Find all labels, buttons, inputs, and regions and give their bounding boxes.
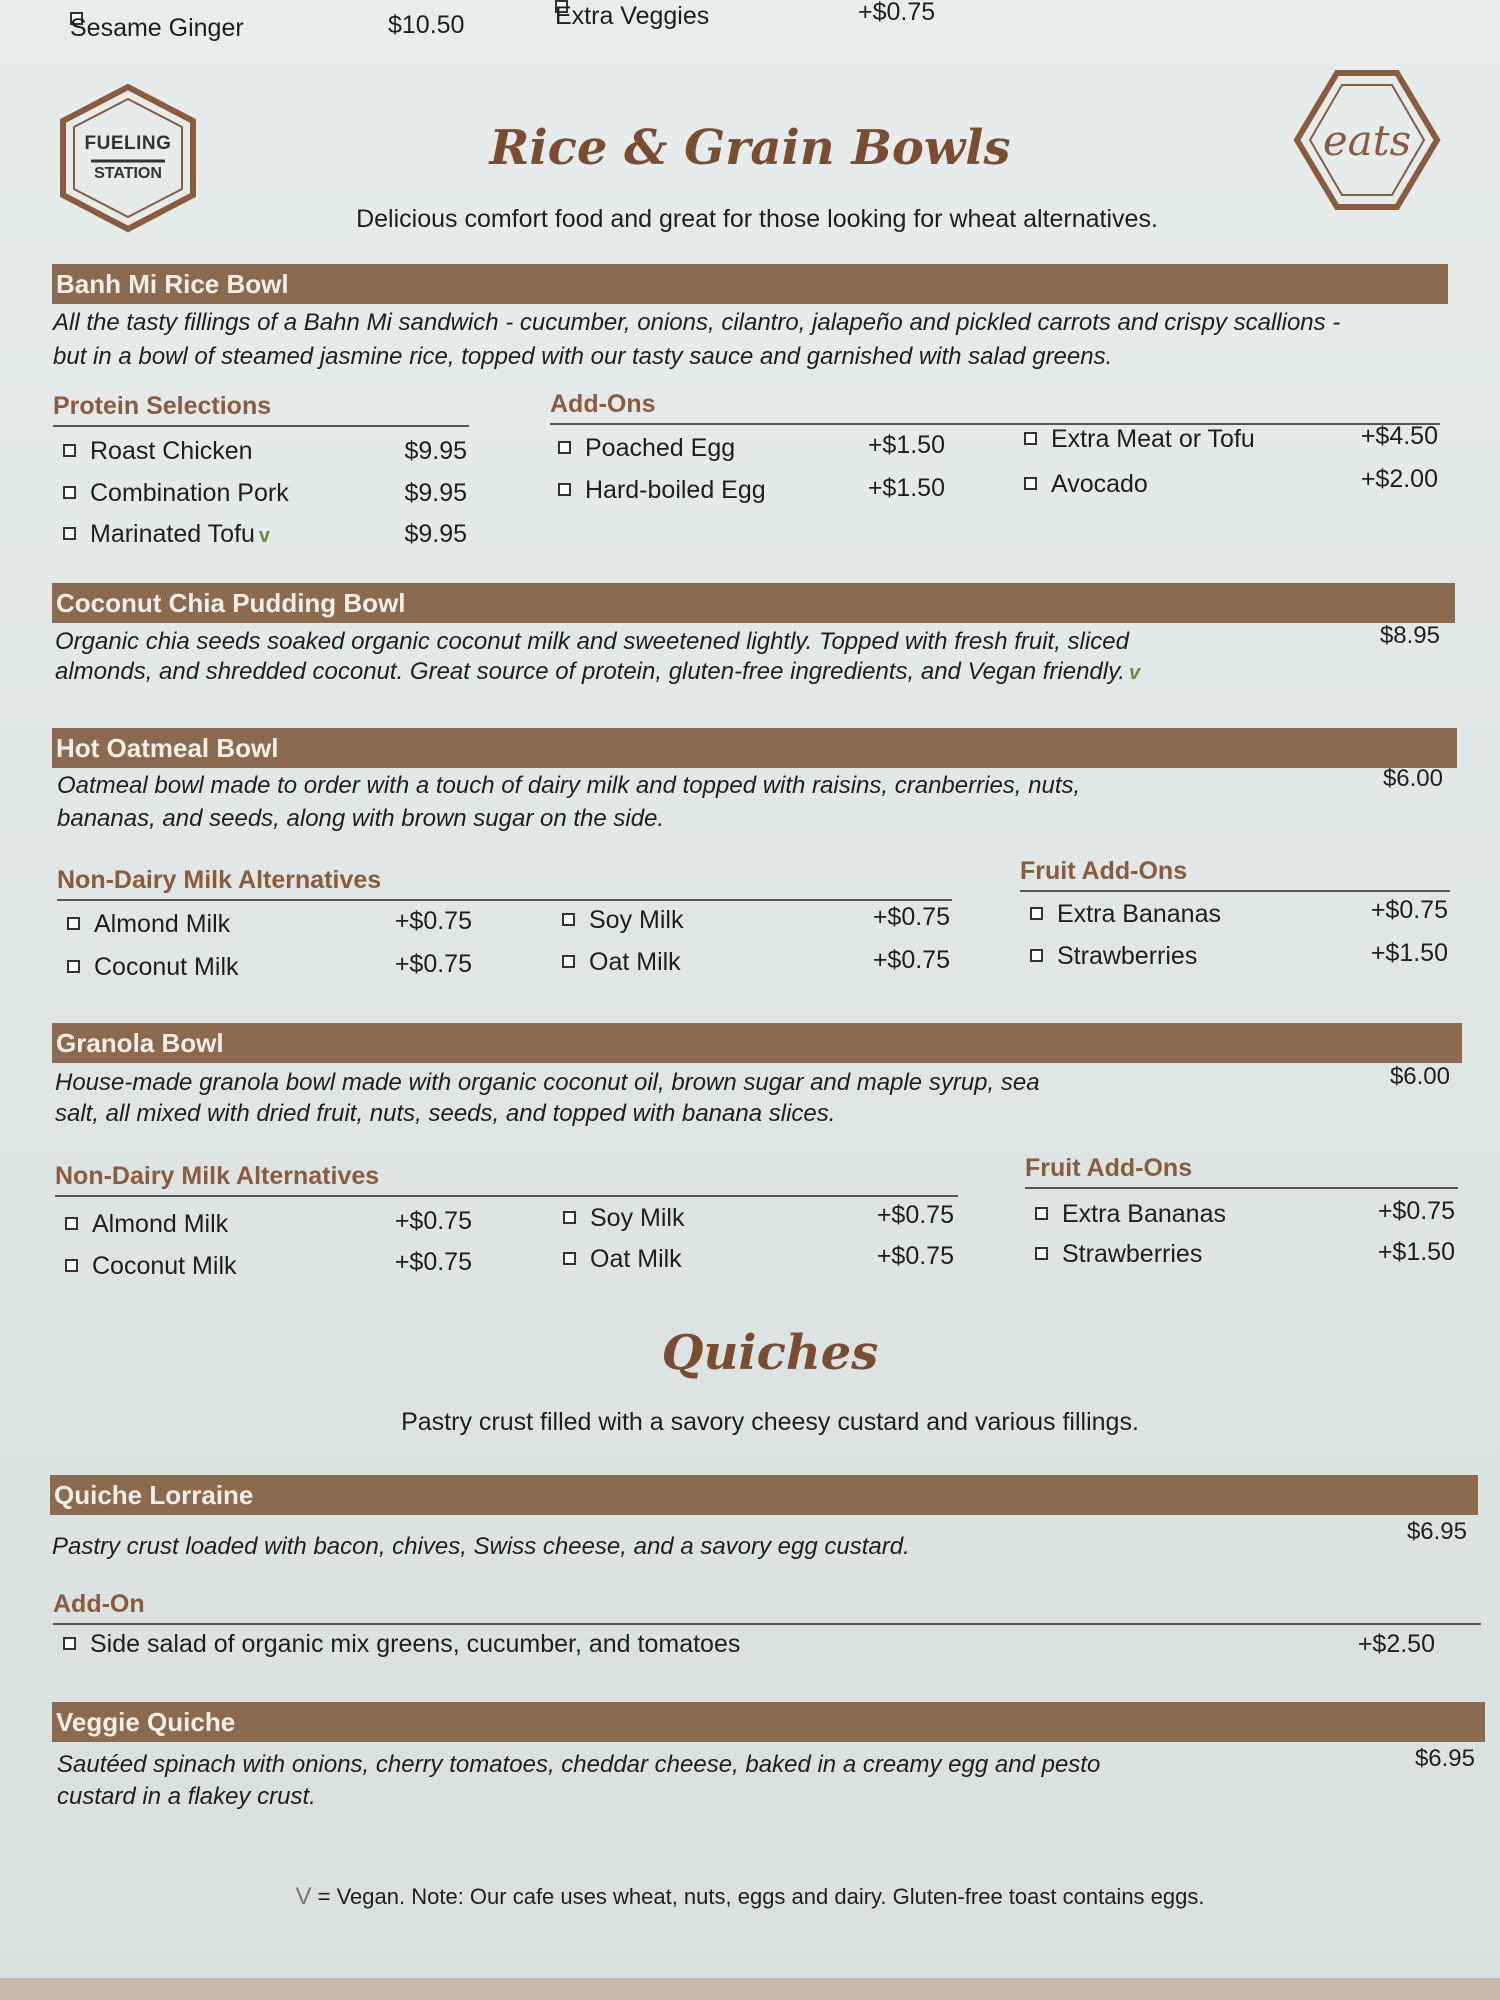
checkbox[interactable]	[558, 441, 571, 454]
option-name: Soy Milk	[590, 1204, 685, 1232]
option-price: +$0.75	[394, 907, 472, 935]
vegan-mark: v	[1129, 662, 1141, 684]
vegan-legend-mark: V	[295, 1883, 312, 1910]
option-name: Extra Bananas	[1057, 900, 1221, 928]
item-price: $10.50	[388, 11, 465, 39]
checkbox[interactable]	[562, 913, 575, 926]
checkbox[interactable]	[563, 1211, 576, 1224]
option-price: +$2.00	[1360, 465, 1438, 493]
item-desc-line: salt, all mixed with dried fruit, nuts, seeds, and topped with banana slices.	[55, 1100, 836, 1127]
item-desc-line: House-made granola bowl made with organic coconut oil, brown sugar and maple syrup, sea	[55, 1069, 1040, 1096]
checkbox[interactable]	[63, 486, 76, 499]
milk-alternatives-header: Non-Dairy Milk Alternatives	[57, 866, 952, 901]
footer-note	[0, 1883, 1500, 1911]
option-name: Strawberries	[1057, 942, 1198, 970]
item-desc-line: Organic chia seeds soaked organic coconut milk and sweetened lightly. Topped with fresh fruit, sliced	[55, 628, 1129, 655]
option-price: +$0.75	[872, 903, 950, 931]
checkbox[interactable]	[1030, 907, 1043, 920]
option-price: +$0.75	[876, 1201, 954, 1229]
section-subtitle-rice: Delicious comfort food and great for those looking for wheat alternatives.	[356, 205, 1158, 233]
option-price: +$0.75	[394, 950, 472, 978]
option-name: Avocado	[1051, 470, 1148, 498]
item-bar-chia: Coconut Chia Pudding Bowl	[52, 583, 1455, 623]
checkbox[interactable]	[1030, 949, 1043, 962]
option-price: +$1.50	[867, 431, 945, 459]
option-name: Side salad of organic mix greens, cucumber, and tomatoes	[90, 1630, 741, 1658]
section-title-quiches: Quiches	[661, 1325, 879, 1381]
item-price: $6.00	[1382, 765, 1443, 792]
option-price: +$0.75	[872, 946, 950, 974]
logo-line2: STATION	[94, 165, 162, 182]
logo-eats-text: eats	[1322, 115, 1412, 165]
option-price: +$0.75	[1370, 896, 1448, 924]
option-price: +$1.50	[1370, 939, 1448, 967]
option-name: Oat Milk	[589, 948, 681, 976]
option-name: Oat Milk	[590, 1245, 682, 1273]
item-desc-line: Sautéed spinach with onions, cherry tomatoes, cheddar cheese, baked in a creamy egg and pesto	[57, 1751, 1101, 1778]
option-name: Marinated Tofu	[90, 520, 255, 548]
option-name: Soy Milk	[589, 906, 684, 934]
option-name: Combination Pork	[90, 479, 289, 507]
item-desc-line: Pastry crust loaded with bacon, chives, Swiss cheese, and a savory egg custard.	[52, 1533, 910, 1560]
vegan-mark: v	[258, 525, 271, 547]
option-price: $9.95	[404, 520, 467, 548]
top-partial-row	[70, 0, 970, 48]
checkbox[interactable]	[67, 960, 80, 973]
checkbox[interactable]	[562, 955, 575, 968]
option-name: Strawberries	[1062, 1240, 1203, 1268]
item-bar-quiche-lorraine: Quiche Lorraine	[50, 1475, 1478, 1515]
item-bar-oatmeal: Hot Oatmeal Bowl	[52, 728, 1457, 768]
item-desc-line: All the tasty fillings of a Bahn Mi sandwich - cucumber, onions, cilantro, jalapeño and pickled carrots and crispy scallions -	[53, 309, 1341, 336]
item-price: $6.95	[1406, 1518, 1467, 1545]
item-desc-line	[55, 655, 1140, 690]
item-price: $6.00	[1389, 1063, 1450, 1090]
fruit-addons-header: Fruit Add-Ons	[1025, 1154, 1458, 1189]
addon-name: Extra Veggies	[555, 2, 710, 30]
section-subtitle-quiches: Pastry crust filled with a savory cheesy custard and various fillings.	[401, 1408, 1139, 1436]
checkbox[interactable]	[558, 483, 571, 496]
addon-price: +$0.75	[858, 0, 936, 26]
option-name: Extra Bananas	[1062, 1200, 1226, 1228]
section-title-rice: Rice & Grain Bowls	[489, 120, 1011, 176]
option-name: Almond Milk	[92, 1210, 229, 1238]
checkbox[interactable]	[65, 1259, 78, 1272]
logo-line1: FUELING	[84, 133, 172, 154]
fruit-addons-header: Fruit Add-Ons	[1020, 857, 1450, 892]
item-bar-veggie-quiche: Veggie Quiche	[52, 1702, 1485, 1742]
checkbox[interactable]	[63, 1637, 76, 1650]
checkbox[interactable]	[65, 1217, 78, 1230]
option-name: Poached Egg	[585, 434, 736, 462]
item-price: $8.95	[1379, 622, 1440, 649]
option-name: Extra Meat or Tofu	[1051, 425, 1255, 453]
item-bar-banh-mi: Banh Mi Rice Bowl	[52, 264, 1448, 304]
addons-header: Add-Ons	[550, 390, 1440, 425]
checkbox[interactable]	[1035, 1247, 1048, 1260]
checkbox[interactable]	[63, 444, 76, 457]
option-name: Roast Chicken	[90, 437, 253, 465]
option-name: Almond Milk	[94, 910, 231, 938]
item-desc-line: custard in a flakey crust.	[57, 1783, 316, 1810]
option-name: Hard-boiled Egg	[585, 476, 766, 504]
item-desc-line: but in a bowl of steamed jasmine rice, topped with our tasty sauce and garnished with salad greens.	[53, 343, 1113, 370]
checkbox[interactable]	[563, 1252, 576, 1265]
item-desc-line: bananas, and seeds, along with brown sugar on the side.	[57, 805, 665, 832]
checkbox[interactable]	[63, 527, 76, 540]
checkbox[interactable]	[67, 917, 80, 930]
option-price: +$4.50	[1360, 422, 1438, 450]
option-price: +$2.50	[1357, 1630, 1435, 1658]
option-name: Coconut Milk	[92, 1252, 237, 1280]
addon-header: Add-On	[53, 1590, 1481, 1625]
footer-note-text: = Vegan. Note: Our cafe uses wheat, nuts, eggs and dairy. Gluten-free toast contains eggs.	[317, 1884, 1205, 1909]
item-bar-granola: Granola Bowl	[52, 1023, 1462, 1063]
item-desc-line: Oatmeal bowl made to order with a touch of dairy milk and topped with raisins, cranberries, nuts,	[57, 772, 1081, 799]
milk-alternatives-header: Non-Dairy Milk Alternatives	[55, 1162, 958, 1197]
option-price: $9.95	[404, 479, 467, 507]
checkbox[interactable]	[1035, 1207, 1048, 1220]
option-price: +$0.75	[394, 1248, 472, 1276]
option-price: +$1.50	[1377, 1238, 1455, 1266]
option-price: +$1.50	[867, 474, 945, 502]
checkbox[interactable]	[1024, 432, 1037, 445]
item-name: Sesame Ginger	[70, 14, 244, 42]
option-price: $9.95	[404, 437, 467, 465]
option-name: Coconut Milk	[94, 953, 239, 981]
option-price: +$0.75	[1377, 1197, 1455, 1225]
item-price: $6.95	[1414, 1745, 1475, 1772]
table-surface	[0, 1978, 1500, 2000]
option-price: +$0.75	[394, 1207, 472, 1235]
checkbox[interactable]	[1024, 477, 1037, 490]
item-desc-text: almonds, and shredded coconut. Great source of protein, gluten-free ingredients, and Vegan friendly.	[55, 658, 1125, 685]
option-price: +$0.75	[876, 1242, 954, 1270]
protein-selections-header: Protein Selections	[53, 392, 469, 427]
